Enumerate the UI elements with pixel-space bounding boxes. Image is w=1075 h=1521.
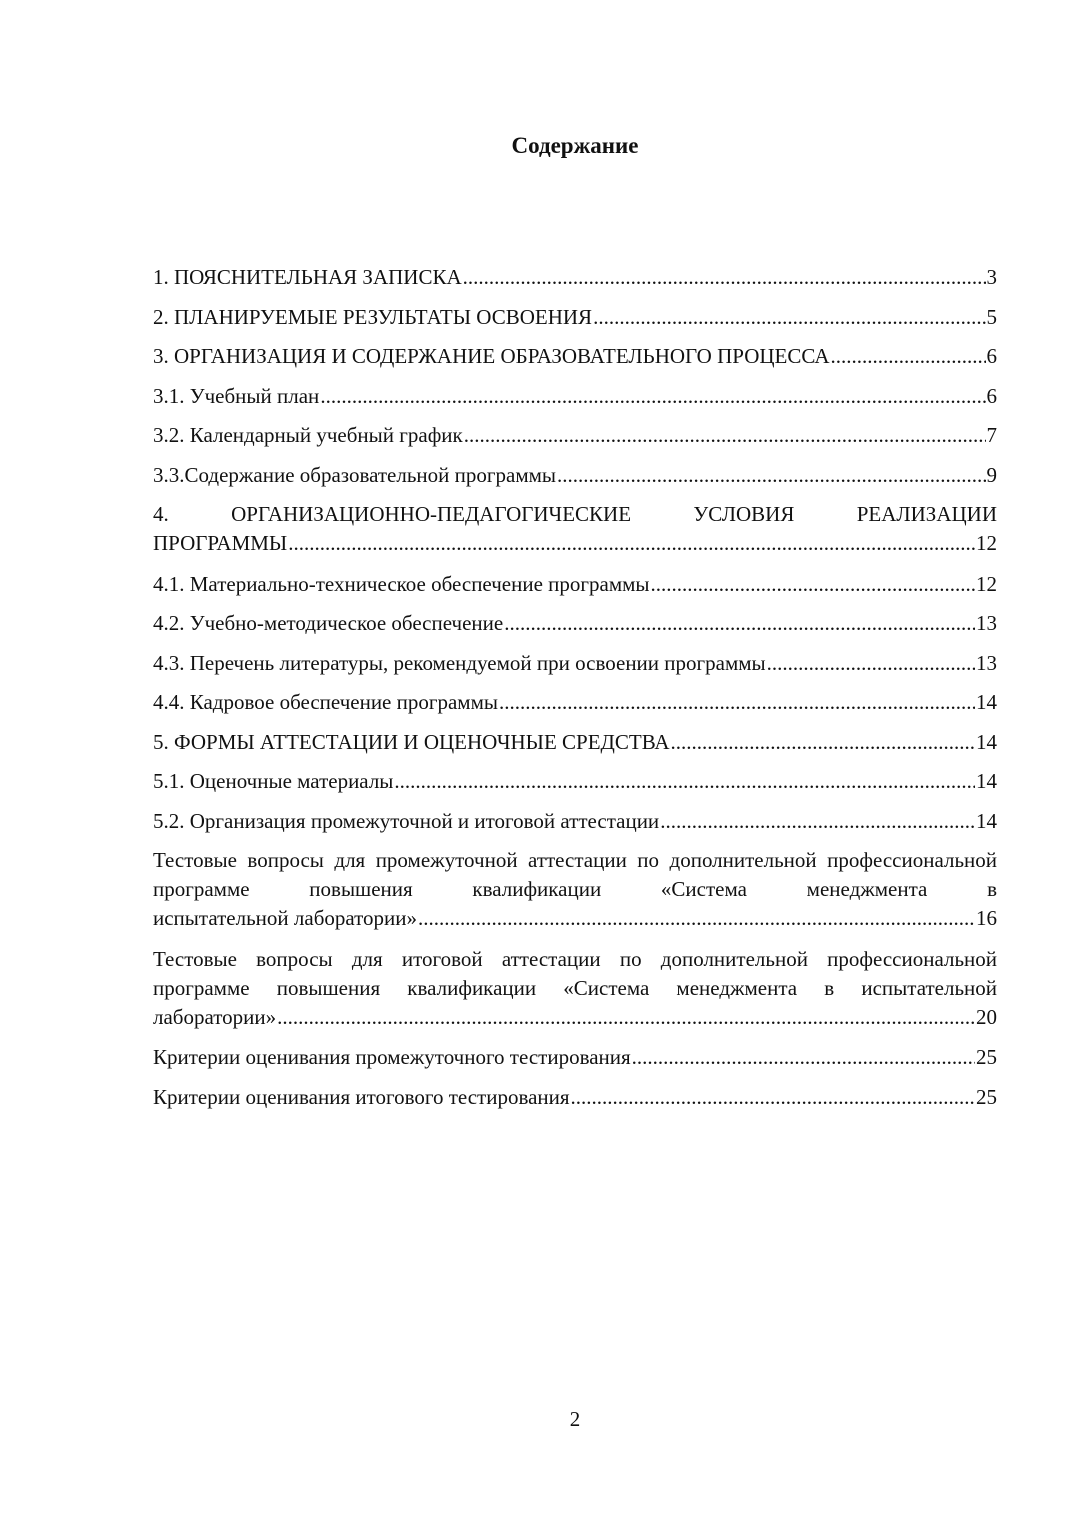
dot-leader [671,728,975,756]
toc-entry-page: 9 [986,462,997,487]
dot-leader [464,421,986,449]
toc-entry[interactable] [153,421,997,449]
toc-entry-label: 2. ПЛАНИРУЕМЫЕ РЕЗУЛЬТАТЫ ОСВОЕНИЯ [153,304,593,329]
dot-leader [593,303,985,331]
dot-leader [830,342,985,370]
page-number: 2 [569,1407,581,1431]
toc-entry[interactable] [153,570,997,598]
toc-entry-heading: 4. ОРГАНИЗАЦИОННО-ПЕДАГОГИЧЕСКИЕ УСЛОВИЯ РЕАЛИЗАЦИИ [153,502,997,526]
toc-entry-page: 25 [976,1084,997,1109]
dot-leader [571,1083,975,1111]
dot-leader [767,649,975,677]
toc-entry[interactable] [153,807,997,835]
toc-entry-label: Критерии оценивания итогового тестирования [153,1084,570,1109]
toc-entry-label: 3.2. Календарный учебный график [153,423,463,447]
toc-entry-label: Критерии оценивания промежуточного тестирования [153,1045,631,1069]
dot-leader [632,1043,975,1071]
toc-entry-page: 14 [976,769,997,793]
dot-leader [463,263,986,291]
dot-leader [394,767,975,795]
toc-entry-page: 6 [986,344,997,368]
toc-entry-page: 14 [976,808,997,833]
dot-leader [504,609,975,637]
toc-entry-page: 16 [976,906,997,930]
toc-entry[interactable] [153,1083,997,1111]
toc-entry-label: 5. ФОРМЫ АТТЕСТАЦИИ И ОЦЕНОЧНЫЕ СРЕДСТВА [153,729,670,754]
toc-entry-page: 3 [986,265,997,289]
toc-entry-label: 4.3. Перечень литературы, рекомендуемой при освоении программы [153,650,766,675]
dot-leader [320,382,985,410]
toc-entry[interactable] [153,649,997,677]
toc-entry-page: 13 [976,611,997,635]
toc-entry[interactable] [153,688,997,716]
toc-entry-page: 25 [976,1045,997,1069]
toc-entry[interactable] [153,609,997,637]
page-title: Содержание [511,133,639,158]
toc-entry[interactable] [153,728,997,756]
toc-entry-label: испытательной лаборатории» [153,906,418,930]
toc-entry[interactable] [153,303,997,331]
toc-entry-label: 5.1. Оценочные материалы [153,769,394,793]
toc-entry-label: ПРОГРАММЫ [153,531,288,555]
toc-entry-page: 12 [976,571,997,596]
toc-entry-page: 6 [986,383,997,408]
dot-leader [499,688,975,716]
dot-leader [288,529,975,558]
toc-entry-label: 4.4. Кадровое обеспечение программы [153,690,498,714]
toc-entry[interactable] [153,1043,997,1071]
toc-entry-label: 3.1. Учебный план [153,383,320,408]
toc-entry-label: 3. ОРГАНИЗАЦИЯ И СОДЕРЖАНИЕ ОБРАЗОВАТЕЛЬНОГО ПРОЦЕССА [153,344,830,368]
toc-entry-label: 1. ПОЯСНИТЕЛЬНАЯ ЗАПИСКА [153,265,462,289]
toc-entry[interactable] [153,767,997,795]
dot-leader [557,461,985,489]
toc-entry-page: 20 [976,1004,997,1029]
toc-entry[interactable] [153,945,997,1032]
dot-leader [418,904,975,933]
toc-entry-heading: Тестовые вопросы для итоговой аттестации по дополнительной профессиональной программе повышения квалификации «Система менеджмента в испытательной [153,946,997,1000]
toc-entry-page: 12 [976,531,997,555]
toc-entry-heading: Тестовые вопросы для промежуточной аттестации по дополнительной профессиональной программе повышения квалификации «Система менеджмента в [153,848,997,901]
dot-leader [277,1003,975,1032]
dot-leader [660,807,975,835]
toc-entry-page: 5 [986,304,997,329]
toc-entry-page: 13 [976,650,997,675]
toc-entry-page: 14 [976,690,997,714]
toc-entry-page: 14 [976,729,997,754]
toc-entry-label: 4.1. Материально-техническое обеспечение программы [153,571,650,596]
toc-entry-label: лаборатории» [153,1004,277,1029]
toc-entry[interactable] [153,461,997,489]
table-of-contents [153,263,997,1122]
toc-entry[interactable] [153,342,997,370]
toc-entry[interactable] [153,263,997,291]
toc-entry-label: 4.2. Учебно-методическое обеспечение [153,611,504,635]
toc-entry-page: 7 [986,423,997,447]
toc-entry-label: 5.2. Организация промежуточной и итоговой аттестации [153,808,660,833]
dot-leader [651,570,975,598]
toc-entry[interactable] [153,382,997,410]
toc-entry-label: 3.3.Содержание образовательной программы [153,462,557,487]
toc-entry[interactable] [153,500,997,558]
toc-entry[interactable] [153,846,997,933]
